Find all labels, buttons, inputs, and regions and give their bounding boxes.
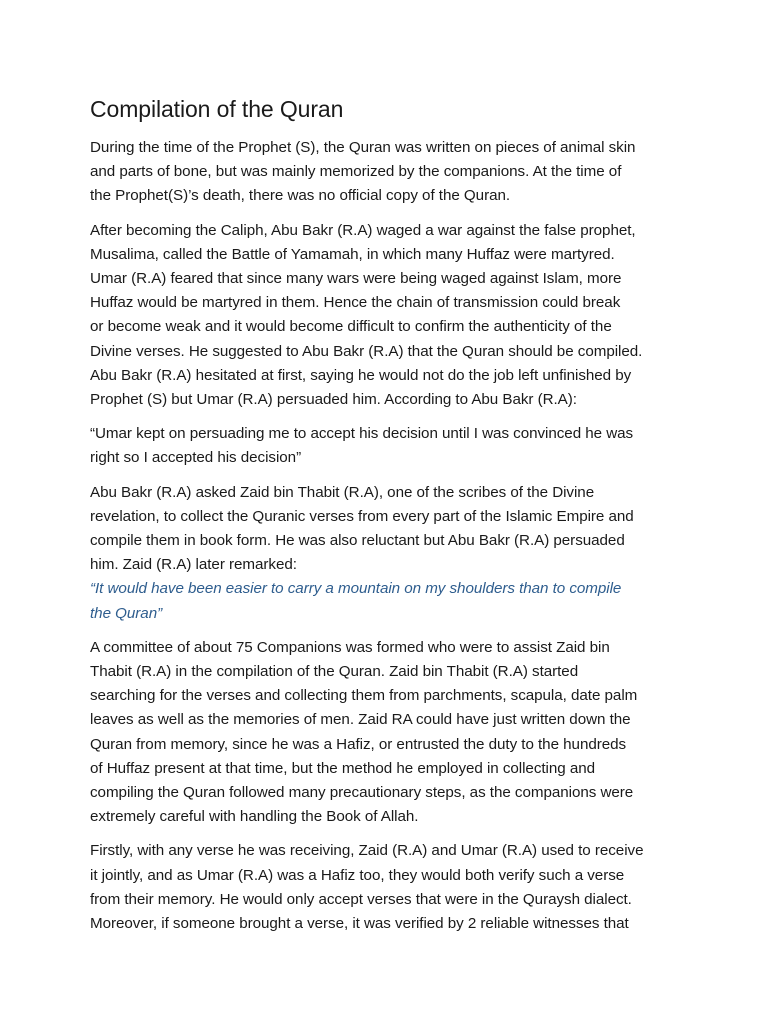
text-line: searching for the verses and collecting them from parchments, scapula, date palm (90, 687, 638, 705)
text-line: Huffaz would be martyred in them. Hence the chain of transmission could break (90, 294, 621, 312)
text-line: “It would have been easier to carry a mountain on my shoulders than to compile (90, 580, 622, 598)
text-line: of Huffaz present at that time, but the method he employed in collecting and (90, 759, 596, 777)
text-line: leaves as well as the memories of men. Zaid RA could have just written down the (90, 711, 631, 729)
text-line: Prophet (S) but Umar (R.A) persuaded him. According to Abu Bakr (R.A): (90, 391, 577, 409)
text-line: compiling the Quran followed many precautionary steps, as the companions were (90, 784, 634, 802)
text-line: the Prophet(S)’s death, there was no official copy of the Quran. (90, 187, 511, 205)
text-line: compile them in book form. He was also reluctant but Abu Bakr (R.A) persuaded (90, 532, 625, 550)
text-line: Abu Bakr (R.A) asked Zaid bin Thabit (R.A), one of the scribes of the Divine (90, 483, 595, 501)
paragraph-intro (90, 136, 690, 209)
text-line: Firstly, with any verse he was receiving, Zaid (R.A) and Umar (R.A) used to receive (90, 842, 644, 860)
text-line: the Quran” (90, 604, 163, 622)
paragraph-zaid-quote (90, 577, 690, 625)
document-body (90, 94, 690, 946)
text-line: Musalima, called the Battle of Yamamah, in which many Huffaz were martyred. (90, 245, 615, 263)
paragraph-abu-bakr (90, 219, 690, 413)
text-line: Divine verses. He suggested to Abu Bakr (R.A) that the Quran should be compiled. (90, 342, 643, 360)
text-line: Umar (R.A) feared that since many wars were being waged against Islam, more (90, 270, 622, 288)
text-line: or become weak and it would become difficult to confirm the authenticity of the (90, 318, 612, 336)
text-line: and parts of bone, but was mainly memorized by the companions. At the time of (90, 163, 622, 181)
text-line: it jointly, and as Umar (R.A) was a Hafiz too, they would both verify such a verse (90, 866, 625, 884)
paragraph-verification (90, 839, 690, 936)
text-line: Abu Bakr (R.A) hesitated at first, saying he would not do the job left unfinished by (90, 366, 632, 384)
text-line: extremely careful with handling the Book of Allah. (90, 808, 419, 826)
text-line: A committee of about 75 Companions was formed who were to assist Zaid bin (90, 638, 610, 656)
text-line: After becoming the Caliph, Abu Bakr (R.A) waged a war against the false prophet, (90, 221, 636, 239)
text-line: revelation, to collect the Quranic verses from every part of the Islamic Empire and (90, 507, 634, 525)
text-line: “Umar kept on persuading me to accept his decision until I was convinced he was (90, 425, 634, 443)
text-line: During the time of the Prophet (S), the Quran was written on pieces of animal skin (90, 139, 636, 156)
text-line: from their memory. He would only accept verses that were in the Quraysh dialect. (90, 890, 632, 908)
text-line: right so I accepted his decision” (90, 449, 302, 467)
page-title: Compilation of the Quran (90, 96, 344, 122)
paragraph-committee (90, 636, 690, 830)
text-line: Thabit (R.A) in the compilation of the Quran. Zaid bin Thabit (R.A) started (90, 663, 579, 681)
text-line: him. Zaid (R.A) later remarked: (90, 556, 297, 574)
paragraph-zaid (90, 481, 690, 578)
text-line: Quran from memory, since he was a Hafiz, or entrusted the duty to the hundreds (90, 735, 627, 753)
text-line: Moreover, if someone brought a verse, it was verified by 2 reliable witnesses that (90, 915, 629, 933)
paragraph-umar-quote (90, 422, 690, 470)
